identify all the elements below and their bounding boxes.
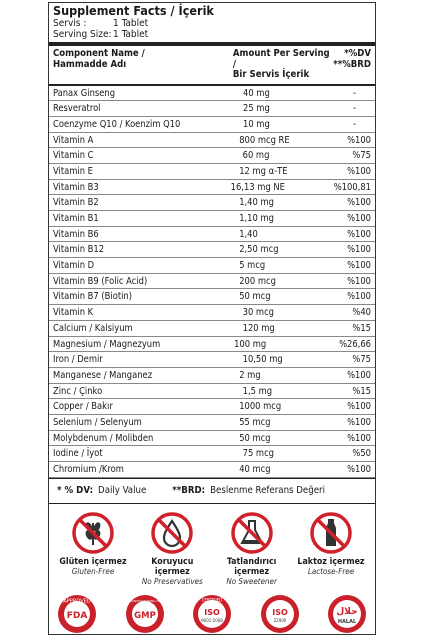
ingredient-row — [49, 462, 375, 478]
ingredient-name: Vitamin B6 — [53, 228, 99, 240]
ingredient-dv: %100 — [347, 369, 371, 381]
ingredient-name: Vitamin B2 — [53, 197, 99, 209]
ingredient-amount: 2,50 mcg — [239, 244, 279, 256]
ingredient-dv: %100 — [347, 244, 371, 256]
ingredient-dv: %100 — [347, 464, 371, 475]
ingredient-dv: %15 — [352, 385, 371, 397]
ingredient-row — [49, 195, 375, 211]
ingredient-row — [49, 86, 375, 102]
ingredient-dv: %40 — [352, 307, 371, 319]
svg-text:9001:2008: 9001:2008 — [201, 617, 223, 623]
iso-9001-seal — [192, 594, 232, 634]
ingredient-row — [49, 431, 375, 447]
ingredient-name: Zinc / Çinko — [53, 385, 103, 397]
ingredient-amount: 800 mcg RE — [239, 134, 290, 146]
ingredient-name: Vitamin B3 — [53, 181, 99, 193]
svg-text:GOOD MANUFACTURING PRACTICE: GOOD MANUFACTURING PRACTICE — [118, 598, 171, 603]
dv-footnote-text: Daily Value — [98, 484, 147, 496]
ingredient-name: Iodine / İyot — [53, 448, 103, 460]
ingredient-amount: 40 mcg — [239, 464, 271, 475]
ingredient-amount: 60 mg — [242, 150, 270, 162]
footnote-row — [49, 478, 375, 504]
lactose-free-badge: Laktoz içermez Lactose-Free — [293, 511, 369, 586]
ingredient-row — [49, 384, 375, 400]
ingredient-row — [49, 399, 375, 415]
ingredient-amount: 5 mcg — [239, 260, 266, 272]
panel-header — [49, 3, 375, 46]
gluten-free-icon — [71, 511, 115, 555]
ingredient-row — [49, 258, 375, 274]
brd-footnote-text: Beslenme Referans Değeri — [210, 484, 325, 496]
dv-footnote-key: * % DV: — [57, 484, 94, 496]
halal-seal — [327, 594, 367, 634]
ingredient-amount: 75 mcg — [242, 448, 274, 460]
ingredient-dv: %100 — [347, 228, 371, 240]
ingredient-name: Selenium / Selenyum — [53, 416, 142, 428]
ingredient-amount: 200 mcg — [239, 275, 276, 287]
ingredient-name: Vitamin K — [53, 307, 94, 319]
ingredient-name: Vitamin A — [53, 134, 94, 146]
ingredient-row — [49, 211, 375, 227]
ingredient-dv: - — [353, 87, 357, 99]
serving-size-row — [53, 29, 371, 40]
ingredient-amount: 2 mg — [239, 369, 261, 381]
ingredient-row — [49, 133, 375, 149]
ingredient-name: Vitamin B7 (Biotin) — [53, 291, 132, 303]
ingredient-dv: %100 — [347, 134, 371, 146]
serving-size-value: 1 Tablet — [113, 29, 149, 40]
ingredient-name: Chromium /Krom — [53, 464, 124, 475]
ingredient-name: Resveratrol — [53, 103, 101, 115]
ingredient-name: Iron / Demir — [53, 354, 103, 366]
servis-row — [53, 18, 371, 29]
component-column-header: Component Name / Hammadde Adı — [53, 48, 145, 70]
ingredient-row — [49, 337, 375, 353]
ingredient-dv: %100 — [347, 401, 371, 413]
ingredient-name: Panax Ginseng — [53, 87, 116, 99]
column-header — [49, 46, 375, 86]
svg-text:APPROVED: APPROVED — [63, 598, 91, 605]
svg-text:22000: 22000 — [273, 617, 286, 623]
ingredient-amount: 50 mcg — [239, 432, 271, 444]
panel-title: Supplement Facts / İçerik — [53, 3, 214, 18]
ingredient-name: Vitamin E — [53, 165, 93, 177]
ingredient-row — [49, 101, 375, 117]
ingredient-row — [49, 446, 375, 462]
ingredient-amount: 10 mg — [243, 118, 270, 130]
ingredient-dv: %100 — [347, 275, 371, 287]
ingredient-dv: - — [353, 118, 357, 130]
ingredient-dv: %26,66 — [339, 338, 371, 350]
ingredient-dv: %100 — [347, 165, 371, 177]
ingredient-name: Vitamin B9 (Folic Acid) — [53, 275, 148, 287]
svg-text:HALAL: HALAL — [337, 618, 357, 625]
dv-column-header: *%DV **%BRD — [333, 48, 371, 70]
ingredient-dv: %50 — [352, 448, 371, 460]
gmp-seal — [118, 594, 171, 634]
brd-footnote-key: **BRD: — [172, 484, 206, 496]
ingredient-amount: 10,50 mg — [242, 354, 283, 366]
ingredient-amount: 100 mg — [234, 338, 267, 350]
servis-value: 1 Tablet — [113, 18, 149, 29]
ingredient-dv: %100 — [347, 213, 371, 224]
ingredient-name: Calcium / Kalsiyum — [53, 322, 133, 334]
amount-column-header: Amount Per Serving / Bir Servis İçerik — [232, 48, 330, 80]
ingredient-amount: 120 mg — [242, 322, 275, 334]
ingredient-row — [49, 321, 375, 337]
svg-text:GMP: GMP — [133, 610, 156, 621]
ingredient-name: Vitamin B12 — [53, 244, 105, 256]
no-sweetener-icon — [230, 511, 274, 555]
ingredient-row — [49, 148, 375, 164]
ingredient-row — [49, 180, 375, 196]
ingredient-amount: 50 mcg — [239, 291, 271, 303]
ingredient-amount: 55 mcg — [239, 416, 271, 428]
ingredient-row — [49, 242, 375, 258]
servis-label: Servis : — [53, 18, 87, 29]
ingredient-row — [49, 274, 375, 290]
ingredient-name: Manganese / Manganez — [53, 369, 153, 381]
ingredient-name: Magnesium / Magnezyum — [53, 338, 161, 350]
svg-text:CERTIFIED: CERTIFIED — [201, 597, 223, 603]
ingredient-row — [49, 352, 375, 368]
ingredient-name: Vitamin C — [53, 150, 94, 162]
lactose-free-icon — [309, 511, 353, 555]
iso-22000-seal — [260, 594, 300, 634]
ingredient-row — [49, 305, 375, 321]
ingredient-name: Copper / Bakır — [53, 401, 113, 413]
ingredient-row — [49, 164, 375, 180]
ingredient-row — [49, 289, 375, 305]
svg-text:ISO: ISO — [204, 607, 220, 617]
ingredient-dv: %100 — [347, 416, 371, 428]
supplement-facts-panel — [48, 2, 376, 635]
ingredient-dv: %75 — [352, 150, 371, 162]
serving-size-label: Serving Size: — [53, 29, 112, 40]
ingredient-dv: %15 — [352, 322, 371, 334]
no-preservatives-icon — [150, 511, 194, 555]
badge-row — [49, 504, 375, 586]
no-preservatives-badge: Koruyucu içermez No Preservatives — [134, 511, 210, 586]
fda-approved-seal — [57, 594, 97, 634]
ingredient-dv: %75 — [352, 354, 371, 366]
ingredient-rows — [49, 86, 375, 478]
ingredient-dv: %100,81 — [333, 181, 371, 193]
ingredient-amount: 25 mg — [243, 103, 270, 115]
ingredient-dv: %100 — [347, 291, 371, 303]
ingredient-dv: %100 — [347, 432, 371, 444]
ingredient-dv: %100 — [347, 260, 371, 272]
ingredient-amount: 1000 mcg — [239, 401, 282, 413]
ingredient-row — [49, 227, 375, 243]
ingredient-name: Molybdenum / Molibden — [53, 432, 154, 444]
ingredient-amount: 1,10 mg — [239, 213, 274, 224]
svg-text:حلال: حلال — [336, 606, 358, 617]
ingredient-name: Vitamin B1 — [53, 213, 99, 224]
ingredient-amount: 1,40 — [239, 228, 258, 240]
ingredient-amount: 40 mg — [243, 87, 270, 99]
ingredient-amount: 12 mg α-TE — [239, 165, 288, 177]
ingredient-amount: 30 mcg — [242, 307, 274, 319]
ingredient-amount: 16,13 mg NE — [230, 181, 285, 193]
ingredient-dv: %100 — [347, 197, 371, 209]
ingredient-row — [49, 415, 375, 431]
svg-text:FDA: FDA — [66, 610, 88, 621]
ingredient-name: Coenzyme Q10 / Koenzim Q10 — [53, 118, 181, 130]
ingredient-dv: - — [353, 103, 357, 115]
gluten-free-badge: Glüten içermez Gluten-Free — [55, 511, 131, 586]
certification-row — [49, 586, 375, 634]
ingredient-row — [49, 117, 375, 133]
ingredient-row — [49, 368, 375, 384]
no-sweetener-badge: Tatlandırıcı içermez No Sweetener — [214, 511, 290, 586]
ingredient-name: Vitamin D — [53, 260, 95, 272]
ingredient-amount: 1,5 mg — [242, 385, 273, 397]
ingredient-amount: 1,40 mg — [239, 197, 274, 209]
svg-text:ISO: ISO — [271, 607, 288, 617]
